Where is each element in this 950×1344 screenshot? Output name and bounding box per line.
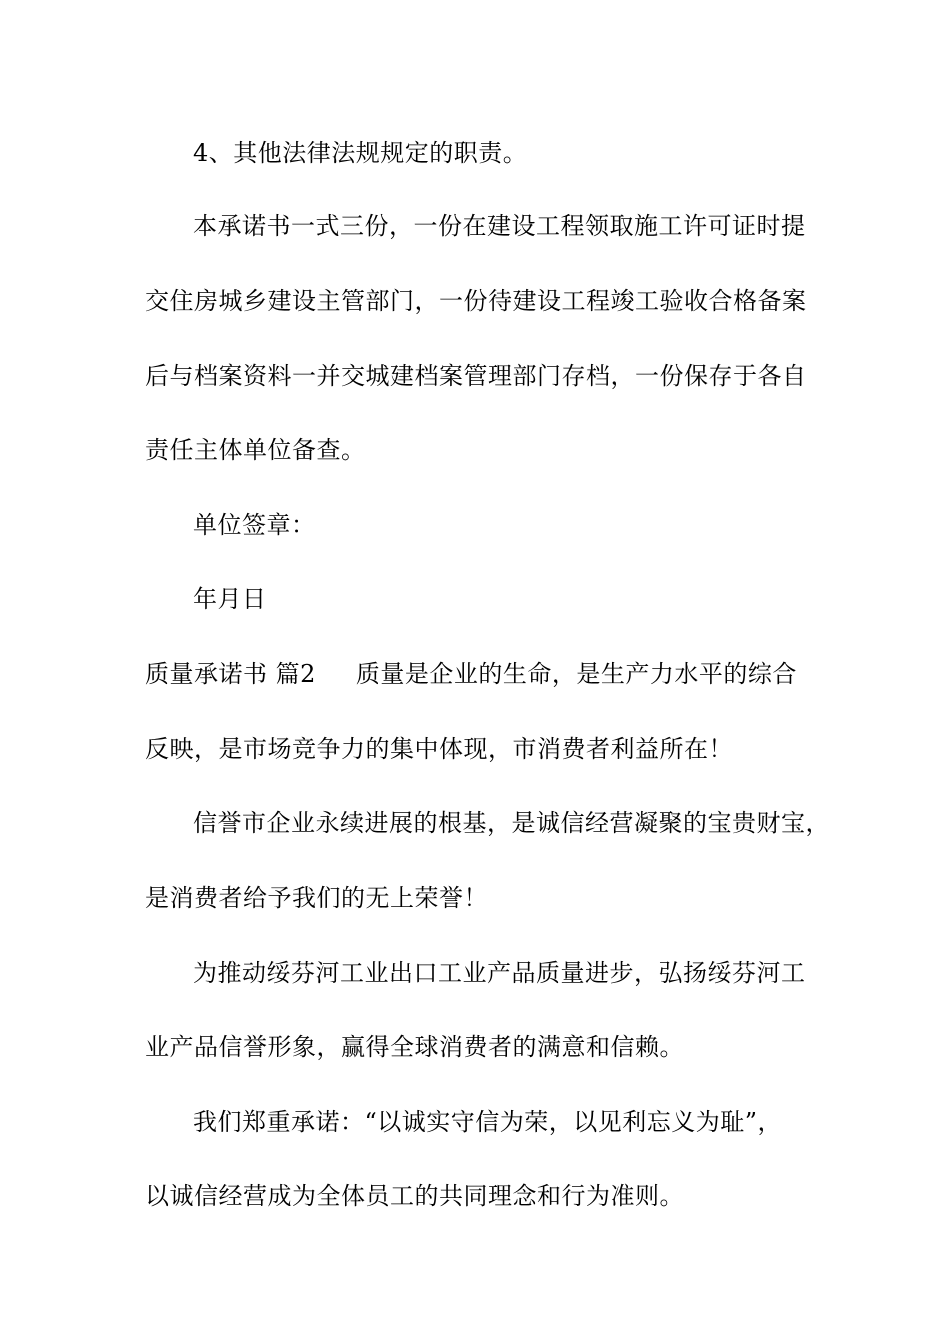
paragraph-line: 责任主体单位备查。	[145, 436, 366, 464]
paragraph-line: 为推动绥芬河工业出口工业产品质量进步，弘扬绥芬河工	[193, 959, 806, 987]
paragraph-line: 我们郑重承诺：“以诚实守信为荣，以见利忘义为耻”，	[193, 1108, 783, 1136]
paragraph-line: 以诚信经营成为全体员工的共同理念和行为准则。	[145, 1182, 684, 1210]
paragraph-line: 反映，是市场竞争力的集中体现，市消费者利益所在！	[145, 735, 733, 763]
paragraph-line: 是消费者给予我们的无上荣誉！	[145, 884, 488, 912]
paragraph-line: 后与档案资料一并交城建档案管理部门存档，一份保存于各自	[145, 362, 807, 390]
date-label: 年月日	[193, 585, 267, 613]
paragraph-line: 4、其他法律法规规定的职责。	[193, 139, 528, 167]
section-heading: 质量承诺书 篇2	[145, 660, 316, 688]
section-heading-line	[145, 659, 825, 689]
signature-label: 单位签章：	[193, 511, 316, 539]
paragraph-line: 信誉市企业永续进展的根基，是诚信经营凝聚的宝贵财宝，	[193, 809, 830, 837]
paragraph-line: 本承诺书一式三份，一份在建设工程领取施工许可证时提	[193, 212, 806, 240]
section-first-text: 质量是企业的生命，是生产力水平的综合	[355, 660, 797, 688]
paragraph-line: 业产品信誉形象，赢得全球消费者的满意和信赖。	[145, 1033, 684, 1061]
paragraph-line: 交住房城乡建设主管部门，一份待建设工程竣工验收合格备案	[145, 287, 807, 315]
